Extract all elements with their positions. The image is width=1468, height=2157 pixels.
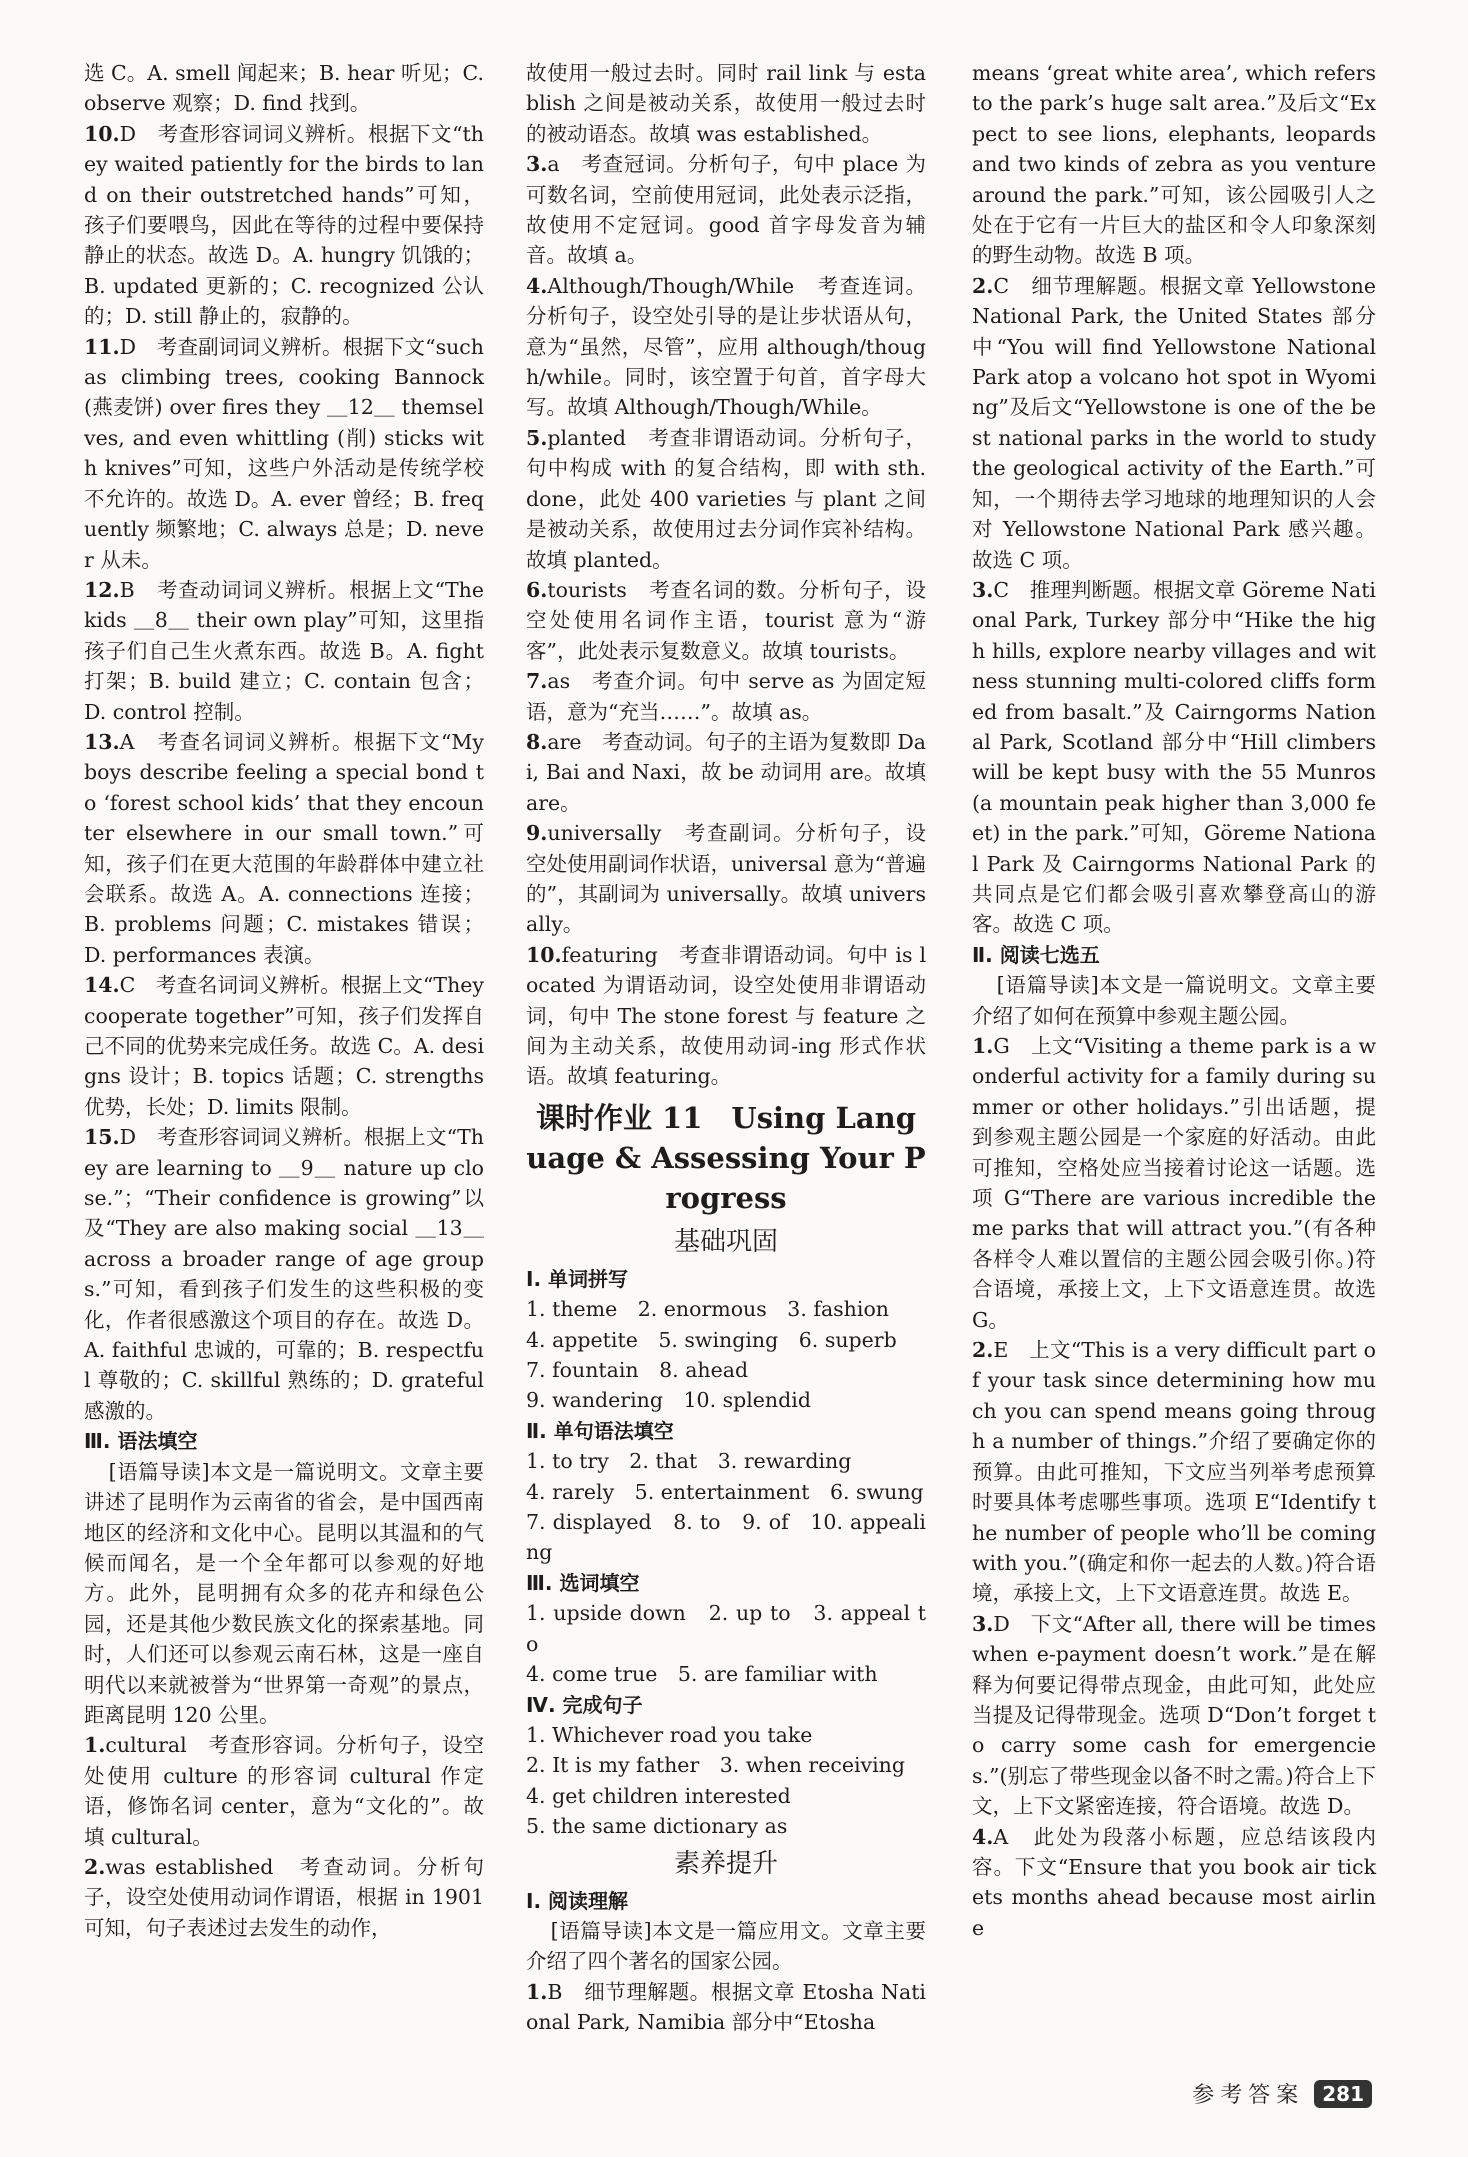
answer-line: 4. rarely 5. entertainment 6. swung [526,1479,924,1504]
subsection-heading: 素养提升 [673,1848,778,1879]
answer-item [526,940,926,1092]
item-number: 15. [84,1125,120,1150]
column-middle [526,58,926,2038]
item-number: 1. [526,1979,548,2004]
item-number: 2. [972,273,994,298]
part-heading: Ⅰ. 单词拼写 [526,1266,629,1291]
answer-item [84,727,484,970]
answer-item [526,149,926,271]
item-text: universally 考查副词。分析句子，设空处使用副词作状语，universal 意为“普遍的”，其副词为 universally。故填 universally。 [526,821,926,937]
answer-line: 1. to try 2. that 3. rewarding [526,1449,852,1474]
item-text: D 考查副词词义辨析。根据下文“such as climbing trees, cooking Bannock (燕麦饼) over fires they ＿12＿ themselves, and even whittling (削) sticks with knives”可知，这些户外活动是传统学校不允许的。故选 D。A. ever 曾经；B. frequently 频繁地；C. always 总是；D. never 从未。 [84,334,484,572]
item-text: D 下文“After all, there will be times when e-payment doesn’t work.”是在解释为何要记得带点现金，由此可知，此处应当提及记得带现金。选项 D“Don’t forget to carry some cash for emergencies.”(别忘了带些现金以备不时之需。)符合上下文，上下文紧密连接，符合语境。故选 D。 [972,1611,1376,1819]
item-text: means ‘great white area’, which refers to the park’s huge salt area.”及后文“Expect to see lions, elephants, leopards and two kinds of zebra as you venture around the park.”可知，该公园吸引人之处在于它有一片巨大的盐区和令人印象深刻的野生动物。故选 B 项。 [972,61,1376,268]
subsection-heading: 基础巩固 [673,1226,778,1257]
item-number: 2. [84,1854,106,1879]
answer-item [84,575,484,727]
answer-line: 4. get children interested [526,1783,791,1808]
answer-line: 5. the same dictionary as [526,1814,788,1839]
item-number: 13. [84,729,120,754]
answer-item [972,271,1376,575]
item-number: 3. [972,577,994,602]
passage-guide: [语篇导读]本文是一篇说明文。文章主要讲述了昆明作为云南省的省会，是中国西南地区的经济和文化中心。昆明以其温和的气候而闻名，是一个全年都可以参观的好地方。此外，昆明拥有众多的花卉和绿色公园，还是其他少数民族文化的探索基地。同时，人们还可以参观云南石林，这是一座自明代以来就被誉为“世界第一奇观”的景点，距离昆明 120 公里。 [84,1459,484,1727]
item-text: planted 考查非谓语动词。分析句子，句中构成 with 的复合结构，即 with sth. done，此处 400 varieties 与 plant 之间是被动关系，故使用过去分词作宾补结构。故填 planted。 [526,425,926,572]
answer-item [526,58,926,149]
item-text: as 考查介词。句中 serve as 为固定短语，意为“充当……”。故填 as。 [526,669,926,724]
answer-item [84,58,484,119]
item-number: 5. [526,425,548,450]
item-text: cultural 考查形容词。分析句子，设空处使用 culture 的形容词 cultural 作定语，修饰名词 center，意为“文化的”。故填 cultural。 [84,1733,484,1849]
part-heading: Ⅲ. 选词填空 [526,1570,640,1595]
answer-line: 7. fountain 8. ahead [526,1358,749,1383]
item-number: 1. [972,1034,994,1058]
part-heading: Ⅲ. 语法填空 [84,1429,198,1454]
answer-line: 4. come true 5. are familiar with [526,1662,878,1687]
answer-item [84,119,484,332]
answer-item [526,727,926,818]
column-right [972,58,1376,1943]
item-text: D 考查形容词词义辨析。根据下文“they waited patiently for the birds to land on their outstretched hands”可知，孩子们要喂鸟，因此在等待的过程中要保持静止的状态。故选 D。A. hungry 饥饿的；B. updated 更新的；C. recognized 公认的；D. still 静止的，寂静的。 [84,121,484,329]
answer-item [526,1977,926,2038]
answer-line: 2. It is my father 3. when receiving [526,1753,905,1778]
column-left [84,58,484,1943]
answer-item [526,818,926,940]
answer-line: 1. upside down 2. up to 3. appeal to [526,1601,926,1656]
item-number: 8. [526,729,548,754]
item-text: A 考查名词词义辨析。根据下文“My boys describe feeling a special bond to ‘forest school kids’ that they encounter elsewhere in our small town.”可知，孩子们在更大范围的年龄群体中建立社会联系。故选 A。A. connections 连接；B. problems 问题；C. mistakes 错误；D. performances 表演。 [84,729,484,967]
item-number: 4. [526,273,548,298]
item-text: 故使用一般过去时。同时 rail link 与 establish 之间是被动关系，故使用一般过去时的被动语态。故填 was established。 [526,61,926,146]
passage-guide: [语篇导读]本文是一篇应用文。文章主要介绍了四个著名的国家公园。 [526,1918,926,1974]
item-number: 7. [526,669,548,694]
item-text: C 考查名词词义辨析。根据上文“They cooperate together”可知，孩子们发挥自己不同的优势来完成任务。故选 C。A. designs 设计；B. topics 话题；C. strengths 优势，长处；D. limits 限制。 [84,973,484,1119]
answer-item [972,58,1376,271]
answer-item [84,332,484,575]
answer-item [84,1730,484,1852]
part-heading: Ⅳ. 完成句子 [526,1692,643,1717]
item-text: was established 考查动词。分析句子，设空处使用动词作谓语，根据 in 1901 可知，句子表述过去发生的动作， [84,1854,484,1940]
answer-line: 9. wandering 10. splendid [526,1388,811,1413]
answer-item [84,1122,484,1426]
footer-label: 参考答案 [1192,2083,1305,2108]
answer-item [972,1031,1376,1335]
item-number: 12. [84,577,120,602]
answer-line: 1. theme 2. enormous 3. fashion [526,1297,889,1322]
item-text: G 上文“Visiting a theme park is a wonderful activity for a family during summer or other holidays.”引出话题，提到参观主题公园是一个家庭的好活动。由此可推知，空格处应当接着讨论这一话题。选项 G“There are various incredible theme parks that will attract you.”(有各种各样令人难以置信的主题公园会吸引你。)符合语境，承接上文，上下文语意连贯。故选 G。 [972,1034,1376,1332]
item-number: 11. [84,334,120,359]
answer-line: 4. appetite 5. swinging 6. superb [526,1327,897,1352]
item-text: featuring 考查非谓语动词。句中 is located 为谓语动词，设空处使用非谓语动词，句中 The stone forest 与 feature 之间为主动关系，故使用动词-ing 形式作状语。故填 featuring。 [526,942,926,1089]
item-text: C 细节理解题。根据文章 Yellowstone National Park, the United States 部分中“You will find Yellowstone National Park atop a volcano hot spot in Wyoming”及后文“Yellowstone is one of the best national parks in the world to study the geological activity of the Earth.”可知，一个期待去学习地球的地理知识的人会对 Yellowstone National Park 感兴趣。故选 C 项。 [972,273,1376,572]
answer-item [972,1609,1376,1822]
answer-item [526,423,926,575]
answer-item [526,271,926,423]
section-title: 课时作业 11 Using Language & Assessing Your Progress [526,1100,926,1215]
item-number: 1. [84,1733,106,1758]
item-text: 选 C。A. smell 闻起来；B. hear 听见；C. observe 观察；D. find 找到。 [84,61,484,116]
answer-line: 1. Whichever road you take [526,1722,813,1747]
answer-line: 7. displayed 8. to 9. of 10. appealing [526,1510,926,1565]
page-footer [1192,2078,1372,2109]
answer-item [526,575,926,666]
answer-item [84,970,484,1122]
item-text: a 考查冠词。分析句子，句中 place 为可数名词，空前使用冠词，此处表示泛指，故使用不定冠词。good 首字母发音为辅音。故填 a。 [526,152,926,268]
page-number: 281 [1314,2080,1372,2108]
item-text: E 上文“This is a very difficult part of your task since determining how much you can spend means going through a number of things.”介绍了要确定你的预算。由此可推知，下文应当列举考虑预算时要具体考虑哪些事项。选项 E“Identify the number of people who’ll be coming with you.”(确定和你一起去的人数。)符合语境，承接上文，上下文语意连贯。故选 E。 [972,1338,1376,1606]
item-number: 3. [526,152,548,177]
item-text: C 推理判断题。根据文章 Göreme National Park, Turkey 部分中“Hike the high hills, explore nearby villages and witness stunning multi-colored cliffs formed from basalt.”及 Cairngorms National Park, Scotland 部分中“Hill climbers will be kept busy with the 55 Munros (a mountain peak higher than 3,000 feet) in the park.”可知，Göreme National Park 及 Cairngorms National Park 的共同点是它们都会吸引喜欢攀登高山的游客。故选 C 项。 [972,577,1376,937]
answer-item [972,1335,1376,1609]
answer-item [972,575,1376,940]
item-number: 6. [526,577,548,602]
item-text: B 细节理解题。根据文章 Etosha National Park, Namibia 部分中“Etosha [526,1979,926,2035]
passage-guide: [语篇导读]本文是一篇说明文。文章主要介绍了如何在预算中参观主题公园。 [972,973,1376,1028]
item-text: B 考查动词词义辨析。根据上文“The kids ＿8＿ their own play”可知，这里指孩子们自己生火煮东西。故选 B。A. fight 打架；B. build 建立；C. contain 包含；D. control 控制。 [84,577,484,724]
part-heading: Ⅱ. 单句语法填空 [526,1418,674,1443]
item-number: 10. [526,942,562,967]
item-number: 9. [526,821,548,846]
item-text: tourists 考查名词的数。分析句子，设空处使用名词作主语，tourist 意为“游客”，此处表示复数意义。故填 tourists。 [526,577,926,663]
answer-item [84,1852,484,1943]
answer-item [526,666,926,727]
item-number: 14. [84,973,120,998]
item-text: D 考查形容词词义辨析。根据上文“They are learning to ＿9＿ nature up close.”；“Their confidence is growing”以及“They are also making social ＿13＿ across a broader range of age groups.”可知，看到孩子们发生的这些积极的变化，作者很感激这个项目的存在。故选 D。A. faithful 忠诚的，可靠的；B. respectful 尊敬的；C. skillful 熟练的；D. grateful 感激的。 [84,1125,484,1423]
part-heading: Ⅱ. 阅读七选五 [972,942,1100,967]
item-text: are 考查动词。句子的主语为复数即 Dai, Bai and Naxi，故 be 动词用 are。故填 are。 [526,729,926,815]
part-heading: Ⅰ. 阅读理解 [526,1888,629,1913]
item-text: A 此处为段落小标题，应总结该段内容。下文“Ensure that you book air tickets months ahead because most airline [972,1824,1376,1940]
item-text: Although/Though/While 考查连词。分析句子，设空处引导的是让步状语从句，意为“虽然，尽管”，应用 although/though/while。同时，该空置于句首，首字母大写。故填 Although/Though/While。 [526,273,926,420]
item-number: 4. [972,1824,994,1849]
item-number: 10. [84,121,120,146]
item-number: 3. [972,1611,994,1636]
answer-item [972,1822,1376,1944]
item-number: 2. [972,1338,994,1363]
